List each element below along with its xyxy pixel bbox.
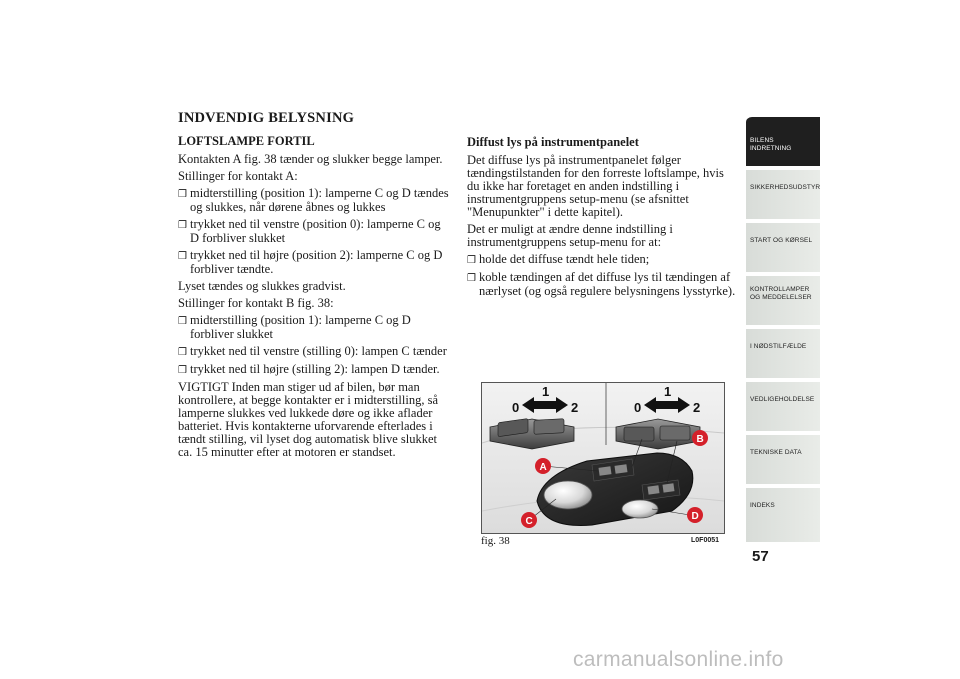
list-item: ❒ trykket ned til højre (position 2): lamperne C og D forbliver tændte. (178, 248, 443, 276)
callout-d-label: D (691, 511, 699, 522)
left-column (178, 112, 450, 463)
paragraph: Lyset tændes og slukkes gradvist. (178, 279, 346, 293)
callout-c (521, 512, 537, 528)
list-item: ❒ trykket ned til højre (stilling 2): lampen D tænder. (178, 362, 440, 376)
list-item: ❒ trykket ned til venstre (position 0): lamperne C og D forbliver slukket (178, 217, 441, 245)
callout-c-label: C (525, 516, 533, 527)
bullet-list-diffuse (467, 253, 739, 298)
paragraph: Kontakten A fig. 38 tænder og slukker begge lamper. (178, 152, 443, 166)
list-item: ❒ trykket ned til venstre (stilling 0): lampen C tænder (178, 344, 447, 358)
switch-b-position-1: 1 (664, 384, 672, 399)
tab-kontrollamper[interactable]: KONTROLLAMPER OG MEDDELELSER (746, 275, 820, 325)
tab-indeks[interactable]: INDEKS (746, 487, 820, 542)
tab-i-nodstilfaelde[interactable]: I NØDSTILFÆLDE (746, 328, 820, 378)
callout-a-label: A (539, 462, 547, 473)
list-item: ❒ koble tændingen af det diffuse lys til tændingen af nærlyset (og også regulere belysningens lysstyrke). (467, 270, 736, 298)
checkbox-bullet-icon: ❒ (467, 255, 476, 266)
checkbox-bullet-icon: ❒ (178, 316, 187, 327)
switch-a-position-2: 2 (571, 400, 579, 415)
ceiling-lamp-illustration (482, 383, 724, 533)
checkbox-bullet-icon: ❒ (178, 189, 187, 200)
list-item: ❒ midterstilling (position 1): lamperne C og D forbliver slukket (178, 313, 411, 341)
tab-tekniske-data[interactable]: TEKNISKE DATA (746, 434, 820, 484)
tab-bilens-indretning[interactable]: BILENS INDRETNING (746, 116, 820, 166)
paragraph: Det diffuse lys på instrumentpanelet følger tændingstilstanden for den forreste loftslampe, hvis du ikke har foretaget en anden indstilling i instrumentgruppens setup-menu (se afsnittet "Menupunkter" i dette kapitel). (467, 153, 724, 219)
subheading-front-lamp: LOFTSLAMPE FORTIL (178, 134, 315, 148)
page-number: 57 (752, 548, 769, 565)
paragraph: Det er muligt at ændre denne indstilling i instrumentgruppens setup-menu for at: (467, 222, 673, 249)
switch-b-position-0: 0 (634, 400, 642, 415)
checkbox-bullet-icon: ❒ (178, 347, 187, 358)
list-item: ❒ holde det diffuse tændt hele tiden; (467, 252, 650, 266)
paragraph: Stillinger for kontakt A: (178, 169, 298, 183)
checkbox-bullet-icon: ❒ (178, 365, 187, 376)
checkbox-bullet-icon: ❒ (467, 273, 476, 284)
right-column (467, 136, 739, 302)
chapter-tabs (746, 116, 820, 542)
figure-ceiling-lamp (481, 382, 725, 534)
checkbox-bullet-icon: ❒ (178, 251, 187, 262)
callout-a (535, 458, 551, 474)
callout-b-label: B (696, 434, 704, 445)
figure-code: L0F0051 (691, 537, 720, 544)
switch-a-position-1: 1 (542, 384, 550, 399)
tab-start-og-korsel[interactable]: START OG KØRSEL (746, 222, 820, 272)
callout-d (687, 507, 703, 523)
paragraph: Stillinger for kontakt B fig. 38: (178, 296, 334, 310)
tab-sikkerhedsudstyr[interactable]: SIKKERHEDSUDSTYR (746, 169, 820, 219)
section-heading: INDVENDIG BELYSNING (178, 110, 355, 126)
switch-b-position-2: 2 (693, 400, 701, 415)
switch-a-position-0: 0 (512, 400, 520, 415)
important-note: VIGTIGT Inden man stiger ud af bilen, bør man kontrollere, at begge kontakter er i midterstilling, så lamperne slukkes ved lukkede døre og ikke aflader batteriet. Hvis kontakterne uforvarende efterlades i tændt stilling, vil lyset dog automatisk blive slukket ca. 15 minutter efter at motoren er standset. (178, 380, 438, 459)
list-item: ❒ midterstilling (position 1): lamperne C og D tændes og slukkes, når dørene åbnes og lukkes (178, 186, 449, 214)
tab-vedligeholdelse[interactable]: VEDLIGEHOLDELSE (746, 381, 820, 431)
checkbox-bullet-icon: ❒ (178, 220, 187, 231)
bullet-list-switch-b (178, 314, 450, 377)
bullet-list-switch-a (178, 187, 450, 276)
watermark: carmanualsonline.info (573, 648, 784, 671)
callout-b (692, 430, 708, 446)
figure-caption: fig. 38 (481, 535, 510, 547)
subheading-diffuse-light: Diffust lys på instrumentpanelet (467, 135, 639, 149)
